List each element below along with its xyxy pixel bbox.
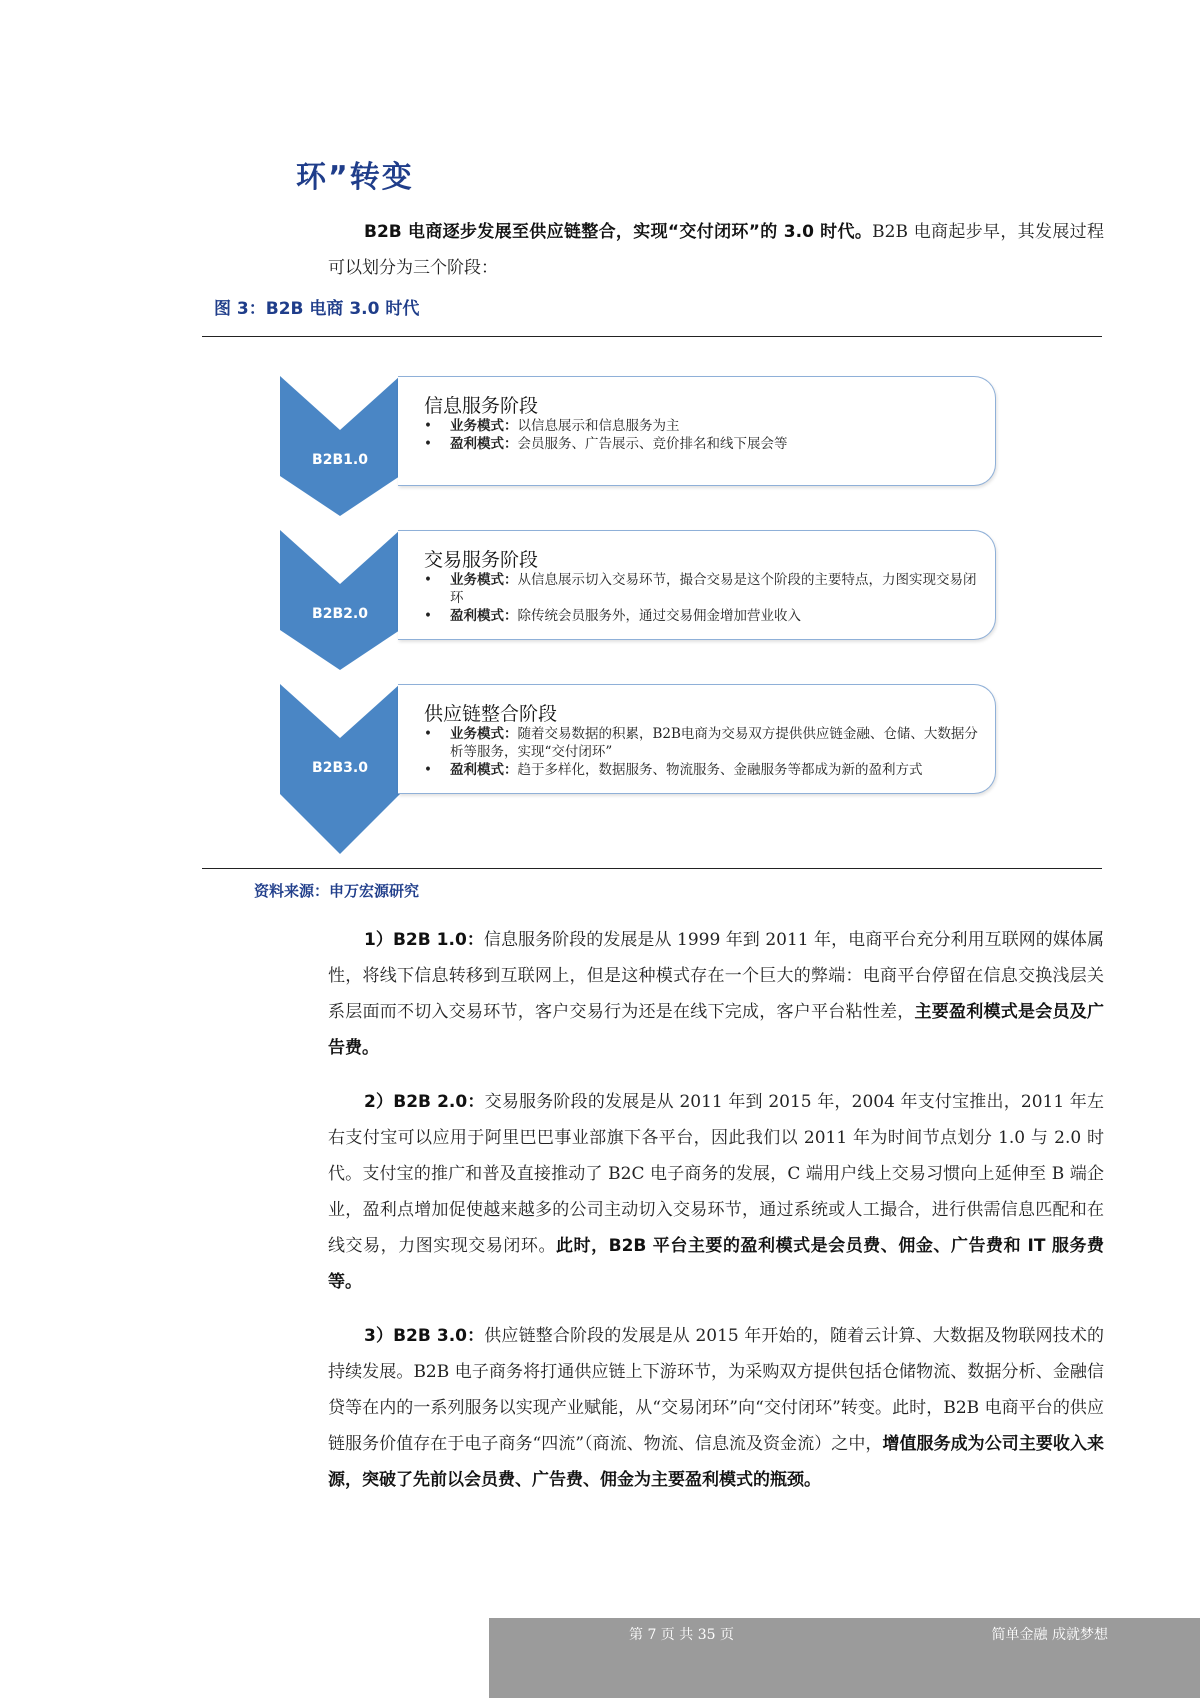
stage-3-item: • 业务模式：随着交易数据的积累，B2B电商为交易双方提供供应链金融、仓储、大数据分析等服务，实现“交付闭环” <box>424 725 984 761</box>
footer-slogan: 简单金融 成就梦想 <box>991 1627 1108 1643</box>
page-number: 第 7 页 共 35 页 <box>629 1627 734 1643</box>
stage-2-tag: B2B2.0 <box>312 606 368 622</box>
paragraph-b2b1: 1）B2B 1.0：信息服务阶段的发展是从 1999 年到 2011 年，电商平台充分利用互联网的媒体属性，将线下信息转移到互联网上，但是这种模式存在一个巨大的弊端：电商平台停留在信息交换浅层关系层面而不切入交易环节，客户交易行为还是在线下完成，客户平台粘性差，主要盈利模式是会员及广告费。 <box>328 930 1104 1058</box>
stage-2-item: • 业务模式：从信息展示切入交易环节，撮合交易是这个阶段的主要特点，力图实现交易闭环 <box>424 571 984 607</box>
stage-1-item: • 盈利模式：会员服务、广告展示、竞价排名和线下展会等 <box>424 435 984 453</box>
stage-3-title: 供应链整合阶段 <box>424 703 558 725</box>
paragraph-b2b3: 3）B2B 3.0：供应链整合阶段的发展是从 2015 年开始的，随着云计算、大数据及物联网技术的持续发展。B2B 电子商务将打通供应链上下游环节，为采购双方提供包括仓储物流、数据分析、金融信贷等在内的一系列服务以实现产业赋能，从“交易闭环”向“交付闭环”转变。此时，B2B 电商平台的供应链服务价值存在于电子商务“四流”（商流、物流、信息流及资金流）之中，增值服务成为公司主要收入来源，突破了先前以会员费、广告费、佣金为主要盈利模式的瓶颈。 <box>328 1326 1105 1490</box>
figure-bottom-rule <box>202 868 1102 869</box>
paragraph-b2b2: 2）B2B 2.0：交易服务阶段的发展是从 2011 年到 2015 年，2004 年支付宝推出，2011 年左右支付宝可以应用于阿里巴巴事业部旗下各平台，因此我们以 2011 年为时间节点划分 1.0 与 2.0 时代。支付宝的推广和普及直接推动了 B2C 电子商务的发展，C 端用户线上交易习惯向上延伸至 B 端企业，盈利点增加促使越来越多的公司主动切入交易环节，通过系统或人工撮合，进行供需信息匹配和在线交易，力图实现交易闭环。此时，B2B 平台主要的盈利模式是会员费、佣金、广告费和 IT 服务费等。 <box>328 1092 1105 1292</box>
stage-2-list <box>424 571 984 625</box>
stage-3-box <box>398 684 996 794</box>
intro-paragraph <box>328 214 1104 286</box>
intro-bold: B2B 电商逐步发展至供应链整合，实现“交付闭环”的 3.0 时代。 <box>364 222 873 242</box>
stage-3-list <box>424 725 984 779</box>
stage-2-item: • 盈利模式：除传统会员服务外，通过交易佣金增加营业收入 <box>424 607 984 625</box>
figure-source: 资料来源：申万宏源研究 <box>254 882 420 900</box>
stage-1-tag: B2B1.0 <box>312 452 368 468</box>
stage-1-arrow <box>280 376 400 516</box>
figure-label: 图 3：B2B 电商 3.0 时代 <box>214 299 420 319</box>
figure-top-rule <box>202 336 1102 337</box>
stage-2-title: 交易服务阶段 <box>424 549 539 571</box>
stage-3-tag: B2B3.0 <box>312 760 368 776</box>
stage-3-item: • 盈利模式：趋于多样化，数据服务、物流服务、金融服务等都成为新的盈利方式 <box>424 761 984 779</box>
stage-1-title: 信息服务阶段 <box>424 395 539 417</box>
stage-1-box <box>398 376 996 486</box>
stage-2-arrow <box>280 530 400 670</box>
stage-1-list <box>424 417 984 453</box>
section-heading: 环”转变 <box>296 160 414 195</box>
stage-2-box <box>398 530 996 640</box>
intro-text: B2B 电商起步早，其发展过程可以划分为三个阶段： <box>328 222 1104 278</box>
page-footer <box>489 1618 1200 1698</box>
stage-1-item: • 业务模式：以信息展示和信息服务为主 <box>424 417 984 435</box>
